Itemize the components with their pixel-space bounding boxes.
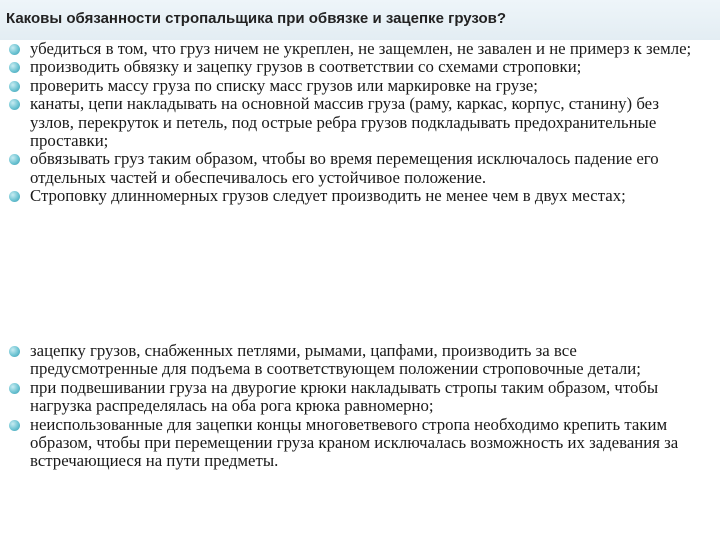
list-item	[0, 77, 720, 95]
list-item	[0, 95, 720, 150]
bullet-icon	[9, 154, 20, 165]
list-item	[0, 150, 720, 187]
list-item-text: производить обвязку и зацепку грузов в соответствии со схемами строповки;	[30, 57, 582, 77]
list-item	[0, 342, 720, 379]
bullet-icon	[9, 81, 20, 92]
list-item	[0, 379, 720, 416]
list-item-text: неиспользованные для зацепки концы многоветвевого стропа необходимо крепить таким образом, чтобы при перемещении груза краном исключалась возможность их задевания за встречающиеся на пути предметы.	[30, 414, 679, 471]
bullet-icon	[9, 62, 20, 73]
list-item-text: при подвешивании груза на двурогие крюки накладывать стропы таким образом, чтобы нагрузка распределялась на оба рога крюка равномерно;	[30, 377, 659, 416]
list-item	[0, 416, 720, 471]
list-item-text: канаты, цепи накладывать на основной массив груза (раму, каркас, корпус, станину) без узлов, перекруток и петель, под острые ребра грузов подкладывать предохранительные проставки;	[30, 94, 659, 151]
list-item-text: убедиться в том, что груз ничем не укреплен, не защемлен, не завален и не примерз к земле;	[30, 39, 692, 58]
bullet-icon	[9, 383, 20, 394]
bullet-icon	[9, 346, 20, 357]
list-item-text: Строповку длинномерных грузов следует производить не менее чем в двух местах;	[30, 186, 626, 206]
bullet-list-2	[0, 342, 720, 471]
bullet-list-1	[0, 40, 720, 206]
list-item	[0, 40, 720, 58]
bullet-icon	[9, 420, 20, 431]
bullet-icon	[9, 191, 20, 202]
slide-title: Каковы обязанности стропальщика при обвязке и зацепке грузов?	[6, 10, 507, 27]
bullet-icon	[9, 99, 20, 110]
list-item	[0, 187, 720, 205]
bullet-icon	[9, 44, 20, 55]
list-item-text: зацепку грузов, снабженных петлями, рымами, цапфами, производить за все предусмотренные для подъема в соответствующем положении строповочные детали;	[30, 341, 641, 379]
list-item-text: обвязывать груз таким образом, чтобы во время перемещения исключалось падение его отдельных частей и обеспечивалось его устойчивое положение.	[30, 149, 659, 187]
list-item-text: проверить массу груза по списку масс грузов или маркировке на грузе;	[30, 75, 538, 95]
list-item	[0, 58, 720, 76]
